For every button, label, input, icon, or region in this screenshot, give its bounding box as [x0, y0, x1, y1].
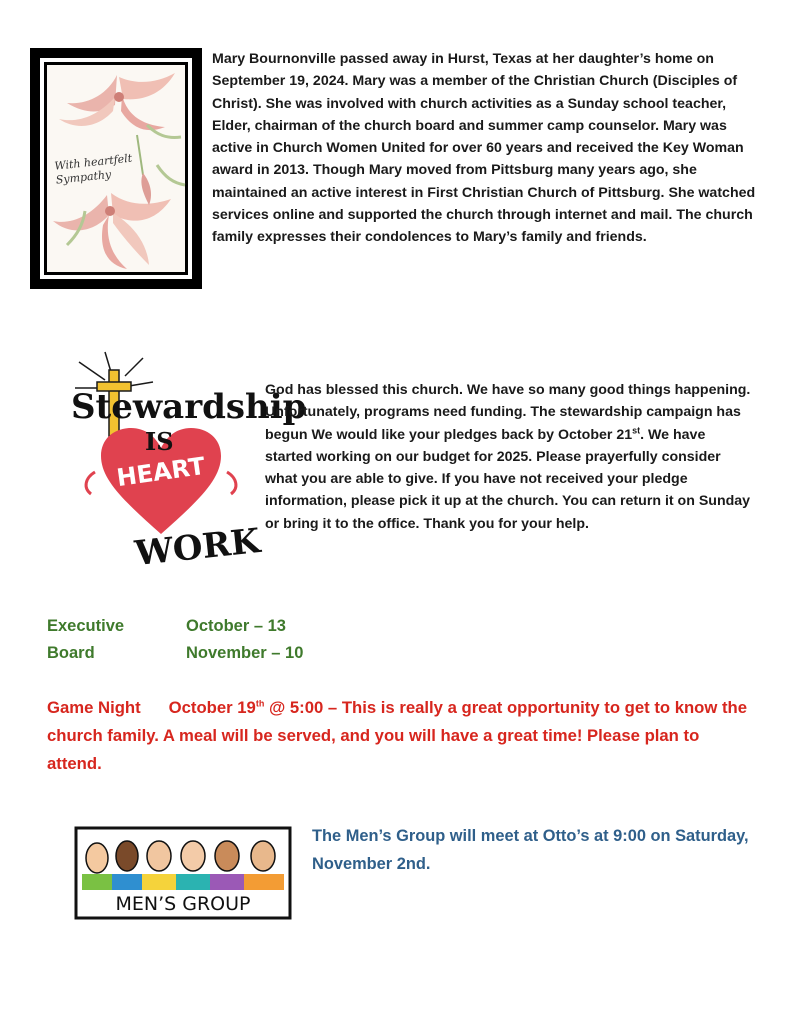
mens-group-announcement: The Men’s Group will meet at Otto’s at 9:00 on Saturday, November 2nd.	[312, 827, 749, 873]
board-label-line2: Board	[47, 644, 95, 662]
board-date-1: October – 13	[186, 617, 286, 635]
mens-group-logo	[74, 826, 292, 920]
game-night-text: @ 5:00 – This is really a great opportunity to get to know the church family. A meal will be served, and you will have a great time! Please plan to attend.	[47, 698, 748, 773]
heart-word: HEART	[114, 451, 207, 493]
stewardship-heart-illustration	[65, 352, 307, 575]
stewardship-word: Stewardship	[71, 387, 307, 427]
game-night-announcement	[47, 694, 757, 778]
is-word: IS	[145, 427, 174, 456]
executive-board-dates	[186, 613, 446, 667]
game-night-ordinal: th	[255, 698, 265, 709]
game-night-date: October 19	[168, 698, 256, 717]
game-night-label: Game Night	[47, 698, 141, 717]
stewardship-logo	[65, 352, 307, 575]
stewardship-paragraph	[265, 379, 755, 535]
mens-group-illustration	[74, 826, 292, 920]
card-script-text: With heartfelt Sympathy	[53, 151, 133, 187]
work-word: WORK	[132, 521, 263, 575]
stewardship-text-b: . We have started working on our budget for 2025. Please prayerfully consider what you are able to give. If you have not received your pledge information, please pick it up at the church. You can return it on Sunday or bring it to the office. Thank you for your help.	[265, 426, 751, 532]
stewardship-text-a: God has blessed this church. We have so many good things happening. Unfortunately, programs need funding. The stewardship campaign has begun We would like your pledges back by October 21	[265, 382, 751, 443]
sympathy-card-image	[30, 48, 202, 289]
mens-group-logo-text: MEN’S GROUP	[115, 893, 251, 915]
obituary-paragraph: Mary Bournonville passed away in Hurst, Texas at her daughter’s home on September 19, 2024. Mary was a member of the Christian Church (Disciples of Christ). She was involved with church activities as a Sunday school teacher, Elder, chairman of the church board and summer camp counselor. Mary was active in Church Women United for over 60 years and received the Key Woman award in 2013. Though Mary moved from Pittsburg many years ago, she maintained an active interest in First Christian Church of Pittsburg. She watched services online and supported the church through internet and mail. The church family expresses their condolences to Mary’s family and friends.	[212, 51, 756, 246]
executive-board-label	[47, 613, 177, 667]
board-date-2: November – 10	[186, 644, 304, 662]
board-label-line1: Executive	[47, 617, 125, 635]
stewardship-ordinal: st	[632, 424, 641, 435]
